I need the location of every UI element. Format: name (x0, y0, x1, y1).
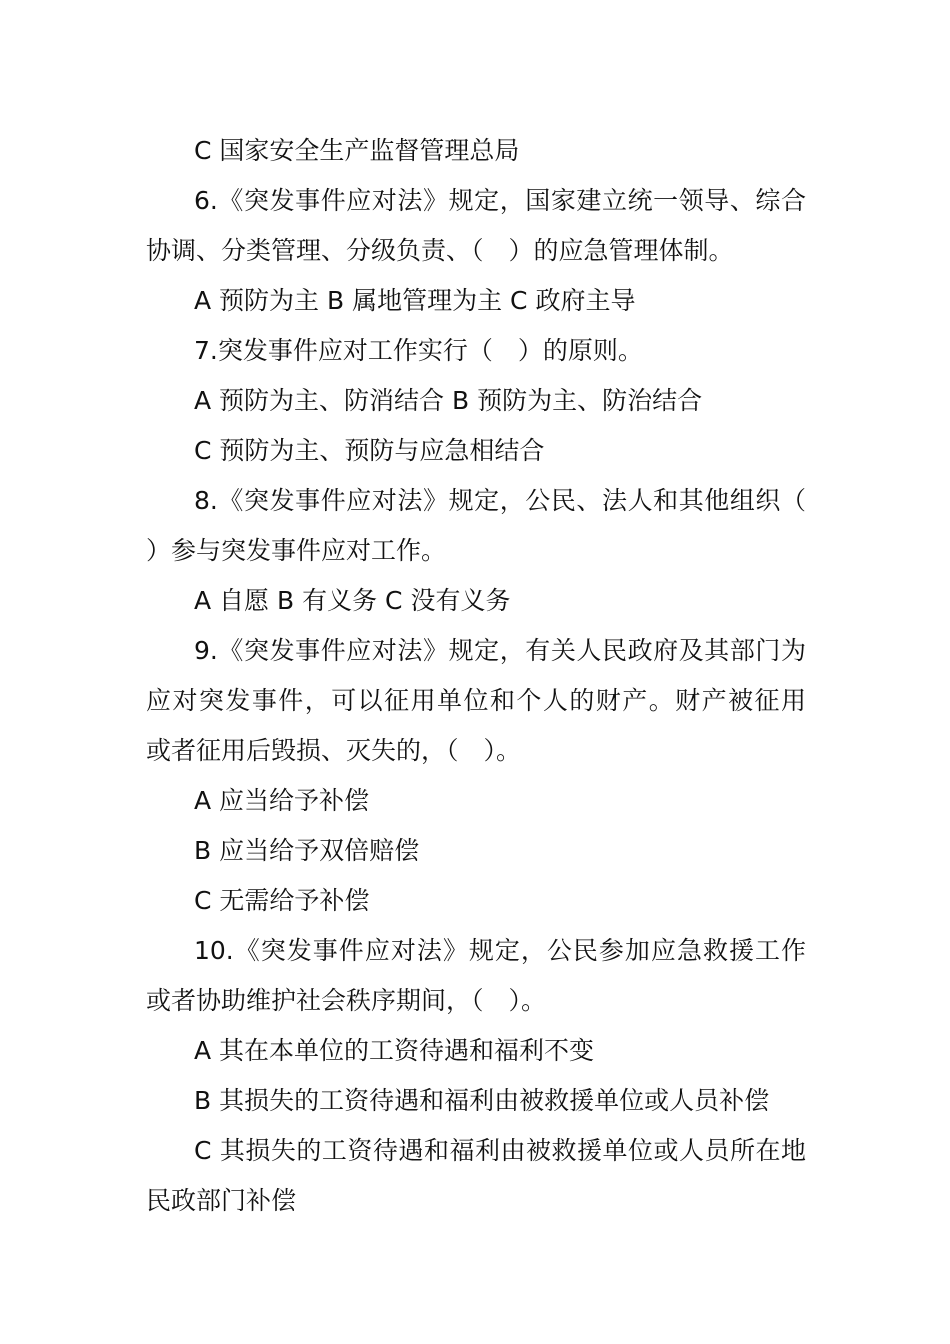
q8-options: A 自愿 B 有义务 C 没有义务 (194, 586, 511, 615)
document-body (146, 126, 806, 1226)
q10-question-line-1: 10.《突发事件应对法》规定，公民参加应急救援工作 (194, 936, 806, 965)
q7-question: 7.突发事件应对工作实行（ ）的原则。 (194, 336, 643, 365)
q9-question-line-1: 9.《突发事件应对法》规定，有关人民政府及其部门为 (194, 636, 806, 665)
q7-options-ab: A 预防为主、防消结合 B 预防为主、防治结合 (194, 386, 703, 415)
q8-question-line-2: ）参与突发事件应对工作。 (146, 536, 447, 565)
q10-option-c-line-2: 民政部门补偿 (146, 1186, 297, 1215)
q9-question-line-2: 应对突发事件，可以征用单位和个人的财产。财产被征用 (146, 686, 806, 715)
q8-question-line-1: 8.《突发事件应对法》规定，公民、法人和其他组织（ (194, 486, 806, 515)
q6-question-line-1: 6.《突发事件应对法》规定，国家建立统一领导、综合 (194, 186, 806, 215)
q9-option-c: C 无需给予补偿 (194, 886, 370, 915)
q5-option-c: C 国家安全生产监督管理总局 (194, 136, 520, 165)
q9-option-b: B 应当给予双倍赔偿 (194, 836, 420, 865)
q10-option-b: B 其损失的工资待遇和福利由被救援单位或人员补偿 (194, 1086, 770, 1115)
q10-question-line-2: 或者协助维护社会秩序期间，（ ）。 (146, 986, 547, 1015)
q6-question-line-2: 协调、分类管理、分级负责、（ ）的应急管理体制。 (146, 236, 734, 265)
q6-options: A 预防为主 B 属地管理为主 C 政府主导 (194, 286, 636, 315)
q9-option-a: A 应当给予补偿 (194, 786, 370, 815)
q10-option-a: A 其在本单位的工资待遇和福利不变 (194, 1036, 595, 1065)
q9-question-line-3: 或者征用后毁损、灭失的，（ ）。 (146, 736, 522, 765)
q7-option-c: C 预防为主、预防与应急相结合 (194, 436, 545, 465)
q10-option-c-line-1: C 其损失的工资待遇和福利由被救援单位或人员所在地 (194, 1136, 806, 1165)
